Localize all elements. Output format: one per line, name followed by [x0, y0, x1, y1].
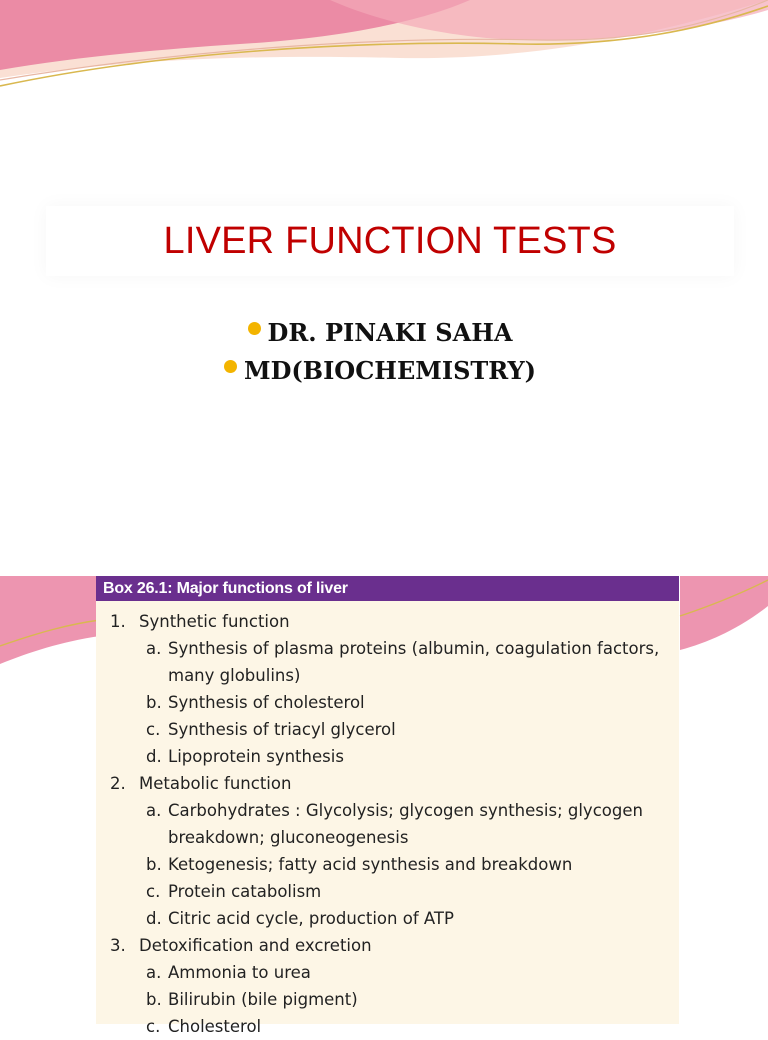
- functions-box: [96, 576, 679, 1036]
- item-text: Bilirubin (bile pigment): [168, 990, 358, 1009]
- section-label: Metabolic function: [139, 774, 292, 793]
- item-letter: a.: [146, 963, 162, 982]
- section-number: 1.: [110, 612, 126, 631]
- function-item: [96, 797, 679, 824]
- item-letter: b.: [146, 693, 162, 712]
- item-letter: a.: [146, 639, 162, 658]
- section-heading: [96, 932, 679, 959]
- section-heading: [96, 770, 679, 797]
- bullet-dot-icon: [224, 360, 237, 373]
- section-number: 3.: [110, 936, 126, 955]
- item-text: Synthesis of triacyl glycerol: [168, 720, 396, 739]
- item-text: Protein catabolism: [168, 882, 322, 901]
- item-text: many globulins): [168, 666, 301, 685]
- subtitle-list: [52, 314, 708, 390]
- item-letter: b.: [146, 990, 162, 1009]
- subtitle-box: [52, 308, 708, 390]
- bullet-dot-icon: [248, 322, 261, 335]
- item-text: Ammonia to urea: [168, 963, 311, 982]
- section-label: Detoxification and excretion: [139, 936, 372, 955]
- item-letter: d.: [146, 909, 162, 928]
- item-text: Ketogenesis; fatty acid synthesis and breakdown: [168, 855, 573, 874]
- item-letter: c.: [146, 720, 161, 739]
- item-text: Synthesis of cholesterol: [168, 693, 365, 712]
- item-text: Citric acid cycle, production of ATP: [168, 909, 454, 928]
- function-item: [96, 662, 679, 689]
- item-letter: d.: [146, 747, 162, 766]
- function-item: [96, 716, 679, 743]
- functions-slide: [0, 576, 768, 1036]
- section-heading: [96, 608, 679, 635]
- item-text: Lipoprotein synthesis: [168, 747, 344, 766]
- subtitle-item-degree: MD(BIOCHEMISTRY): [52, 352, 708, 390]
- item-text: Synthesis of plasma proteins (albumin, coagulation factors,: [168, 639, 660, 658]
- function-item: [96, 635, 679, 662]
- function-item: [96, 851, 679, 878]
- section-label: Synthetic function: [139, 612, 290, 631]
- box-title: Box 26.1: Major functions of liver: [96, 576, 679, 601]
- section-number: 2.: [110, 774, 126, 793]
- function-item: [96, 689, 679, 716]
- slide-title: LIVER FUNCTION TESTS: [163, 219, 617, 262]
- item-text: Carbohydrates : Glycolysis; glycogen synthesis; glycogen: [168, 801, 643, 820]
- function-item: [96, 959, 679, 986]
- function-item: [96, 986, 679, 1013]
- functions-list: [96, 608, 679, 1040]
- item-letter: c.: [146, 1017, 161, 1036]
- decorative-wave-header: [0, 0, 768, 110]
- item-text: Cholesterol: [168, 1017, 262, 1036]
- subtitle-item-name: DR. PINAKI SAHA: [52, 314, 708, 352]
- title-box: [46, 206, 734, 276]
- function-item: [96, 824, 679, 851]
- function-item: [96, 743, 679, 770]
- item-letter: b.: [146, 855, 162, 874]
- function-item: [96, 905, 679, 932]
- item-text: breakdown; gluconeogenesis: [168, 828, 409, 847]
- item-letter: c.: [146, 882, 161, 901]
- item-letter: a.: [146, 801, 162, 820]
- function-item: [96, 1013, 679, 1040]
- function-item: [96, 878, 679, 905]
